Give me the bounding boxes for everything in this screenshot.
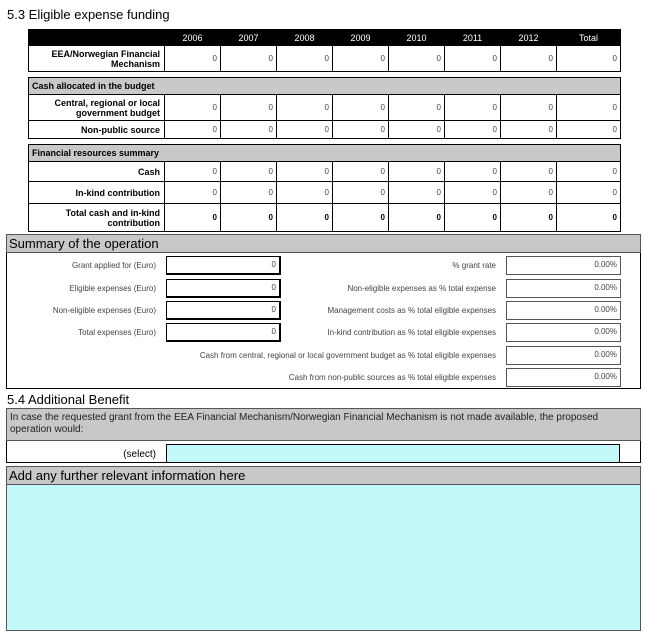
non-eligible-expenses-field: 0 xyxy=(166,301,281,320)
row-label: Central, regional or local government budget xyxy=(29,95,165,121)
section-5-3-title: 5.3 Eligible expense funding xyxy=(7,7,170,22)
value-cell: 0 xyxy=(389,204,445,232)
non-public-pct-label: Cash from non-public sources as % total eligible expenses xyxy=(288,373,496,382)
row-label: Non-public source xyxy=(29,121,165,139)
value-cell[interactable]: 0 xyxy=(165,182,221,204)
year-header: 2006 xyxy=(165,30,221,46)
grant-rate-label: % grant rate xyxy=(452,261,496,270)
value-cell[interactable]: 0 xyxy=(389,121,445,139)
section-5-4-title: 5.4 Additional Benefit xyxy=(7,392,130,407)
value-cell[interactable]: 0 xyxy=(333,182,389,204)
additional-benefit-question: In case the requested grant from the EEA Financial Mechanism/Norwegian Financial Mechanism is not made available, the proposed operation would: xyxy=(10,412,599,435)
select-label: (select) xyxy=(123,449,156,460)
row-label: Cash xyxy=(29,162,165,182)
total-cell: 0 xyxy=(557,204,621,232)
value-cell: 0 xyxy=(445,162,501,182)
summary-header xyxy=(6,234,641,253)
value-cell[interactable]: 0 xyxy=(221,121,277,139)
value-cell[interactable]: 0 xyxy=(277,121,333,139)
total-row xyxy=(29,204,621,232)
further-info-header xyxy=(6,466,641,485)
value-cell: 0 xyxy=(165,162,221,182)
value-cell[interactable]: 0 xyxy=(333,95,389,121)
operation-select[interactable] xyxy=(166,444,620,463)
value-cell[interactable]: 0 xyxy=(501,95,557,121)
further-info-title: Add any further relevant information here xyxy=(9,468,246,483)
eligible-expenses-field: 0 xyxy=(166,279,281,298)
row-label: In-kind contribution xyxy=(29,182,165,204)
value-cell: 0 xyxy=(389,162,445,182)
grant-applied-field: 0 xyxy=(166,256,281,275)
cash-row xyxy=(29,162,621,182)
central-budget-row xyxy=(29,95,621,121)
total-cell: 0 xyxy=(557,182,621,204)
non-eligible-pct-field: 0.00% xyxy=(506,279,621,298)
value-cell[interactable]: 0 xyxy=(277,182,333,204)
management-costs-pct-label: Management costs as % total eligible expenses xyxy=(327,306,496,315)
value-cell: 0 xyxy=(221,204,277,232)
non-eligible-pct-label: Non-eligible expenses as % total expense xyxy=(347,284,496,293)
value-cell[interactable]: 0 xyxy=(221,95,277,121)
total-expenses-field: 0 xyxy=(166,323,281,342)
year-header: 2008 xyxy=(277,30,333,46)
gov-budget-pct-label: Cash from central, regional or local government budget as % total eligible expenses xyxy=(199,351,496,360)
value-cell: 0 xyxy=(277,162,333,182)
gov-budget-pct-field: 0.00% xyxy=(506,346,621,365)
management-costs-pct-field: 0.00% xyxy=(506,301,621,320)
total-cell: 0 xyxy=(557,162,621,182)
value-cell[interactable]: 0 xyxy=(277,95,333,121)
value-cell[interactable]: 0 xyxy=(221,46,277,72)
value-cell: 0 xyxy=(221,162,277,182)
value-cell: 0 xyxy=(445,204,501,232)
group-label: Cash allocated in the budget xyxy=(29,78,621,95)
value-cell[interactable]: 0 xyxy=(445,182,501,204)
cash-allocated-header xyxy=(29,78,621,95)
total-cell: 0 xyxy=(557,46,621,72)
value-cell: 0 xyxy=(277,204,333,232)
year-header-row xyxy=(29,30,621,46)
value-cell: 0 xyxy=(501,204,557,232)
non-public-row xyxy=(29,121,621,139)
value-cell[interactable]: 0 xyxy=(165,121,221,139)
summary-title: Summary of the operation xyxy=(9,236,159,251)
value-cell: 0 xyxy=(333,204,389,232)
value-cell[interactable]: 0 xyxy=(501,121,557,139)
value-cell[interactable]: 0 xyxy=(389,46,445,72)
year-header: 2010 xyxy=(389,30,445,46)
value-cell: 0 xyxy=(165,204,221,232)
value-cell[interactable]: 0 xyxy=(333,121,389,139)
value-cell: 0 xyxy=(333,162,389,182)
in-kind-pct-field: 0.00% xyxy=(506,323,621,342)
value-cell[interactable]: 0 xyxy=(389,95,445,121)
total-cell: 0 xyxy=(557,121,621,139)
value-cell[interactable]: 0 xyxy=(445,95,501,121)
value-cell[interactable]: 0 xyxy=(221,182,277,204)
non-public-pct-field: 0.00% xyxy=(506,368,621,387)
value-cell[interactable]: 0 xyxy=(501,46,557,72)
year-header: 2009 xyxy=(333,30,389,46)
value-cell[interactable]: 0 xyxy=(445,46,501,72)
corner-cell xyxy=(29,30,165,46)
grant-applied-label: Grant applied for (Euro) xyxy=(71,261,156,270)
total-cell: 0 xyxy=(557,95,621,121)
row-label: EEA/Norwegian Financial Mechanism xyxy=(29,46,165,72)
value-cell[interactable]: 0 xyxy=(277,46,333,72)
value-cell[interactable]: 0 xyxy=(445,121,501,139)
value-cell[interactable]: 0 xyxy=(501,182,557,204)
further-info-textarea[interactable] xyxy=(6,485,641,631)
total-expenses-label: Total expenses (Euro) xyxy=(78,328,156,337)
value-cell[interactable]: 0 xyxy=(333,46,389,72)
grant-rate-field: 0.00% xyxy=(506,256,621,275)
year-header: 2007 xyxy=(221,30,277,46)
eligible-expense-table xyxy=(28,29,621,232)
eea-row xyxy=(29,46,621,72)
year-header: 2012 xyxy=(501,30,557,46)
non-eligible-expenses-label: Non-eligible expenses (Euro) xyxy=(52,306,156,315)
value-cell: 0 xyxy=(501,162,557,182)
row-label: Total cash and in-kind contribution xyxy=(29,204,165,232)
value-cell[interactable]: 0 xyxy=(165,95,221,121)
value-cell[interactable]: 0 xyxy=(389,182,445,204)
total-header: Total xyxy=(557,30,621,46)
eligible-expenses-label: Eligible expenses (Euro) xyxy=(69,284,156,293)
additional-benefit-header xyxy=(6,408,641,441)
in-kind-pct-label: In-kind contribution as % total eligible expenses xyxy=(327,328,496,337)
group-label: Financial resources summary xyxy=(29,145,621,162)
in-kind-row xyxy=(29,182,621,204)
year-header: 2011 xyxy=(445,30,501,46)
financial-summary-header xyxy=(29,145,621,162)
value-cell[interactable]: 0 xyxy=(165,46,221,72)
